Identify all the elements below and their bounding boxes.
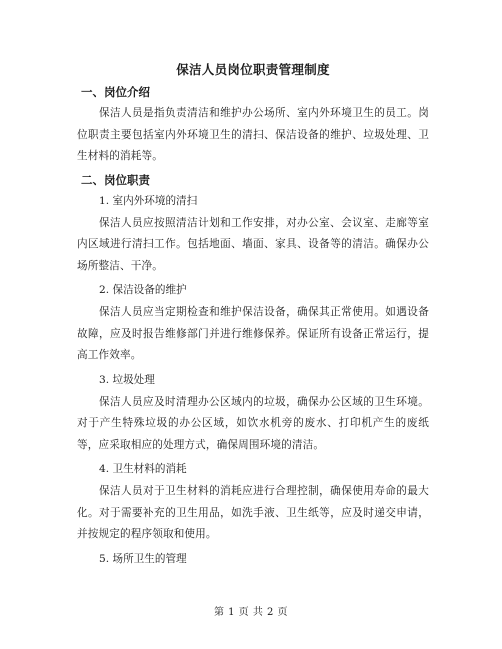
duty-heading-materials: 4. 卫生材料的消耗	[99, 463, 187, 475]
duty-heading-garbage: 3. 垃圾处理	[99, 373, 155, 386]
duty-heading-equipment: 2. 保洁设备的维护	[99, 284, 187, 296]
duty-paragraph-materials: 保洁人员对于卫生材料的消耗应进行合理控制，确保使用寿命的最大化。对于需要补充的卫生用品，如洗手液、卫生纸等，应及时递交申请，并按规定的程序领取和使用。	[77, 485, 429, 540]
duty-heading-cleaning: 1. 室内外环境的清扫	[99, 194, 198, 207]
duty-paragraph-equipment: 保洁人员应当定期检查和维护保洁设备，确保其正常使用。如遇设备故障，应及时报告维修部门并进行维修保养。保证所有设备正常运行，提高工作效率。	[77, 306, 429, 361]
duty-heading-site-hygiene: 5. 场所卫生的管理	[99, 552, 187, 565]
intro-paragraph: 保洁人员是指负责清洁和维护办公场所、室内外环境卫生的员工。岗位职责主要包括室内外环境卫生的清扫、保洁设备的维护、垃圾处理、卫生材料的消耗等。	[77, 107, 429, 162]
duty-paragraph-cleaning: 保洁人员应按照清洁计划和工作安排，对办公室、会议室、走廊等室内区域进行清扫工作。包括地面、墙面、家具、设备等的清洁。确保办公场所整洁、干净。	[77, 216, 429, 272]
document-body	[77, 62, 429, 571]
document-title: 保洁人员岗位职责管理制度	[176, 62, 330, 77]
page-footer: 第 1 页 共 2 页	[213, 607, 289, 618]
section-heading-intro: 一、岗位介绍	[81, 85, 150, 99]
duty-paragraph-garbage: 保洁人员应及时清理办公区域内的垃圾，确保办公区域的卫生环境。对于产生特殊垃圾的办公区域，如饮水机旁的废水、打印机产生的废纸等，应采取相应的处理方式，确保周围环境的清洁。	[77, 395, 429, 451]
section-heading-duties: 二、岗位职责	[81, 172, 150, 187]
